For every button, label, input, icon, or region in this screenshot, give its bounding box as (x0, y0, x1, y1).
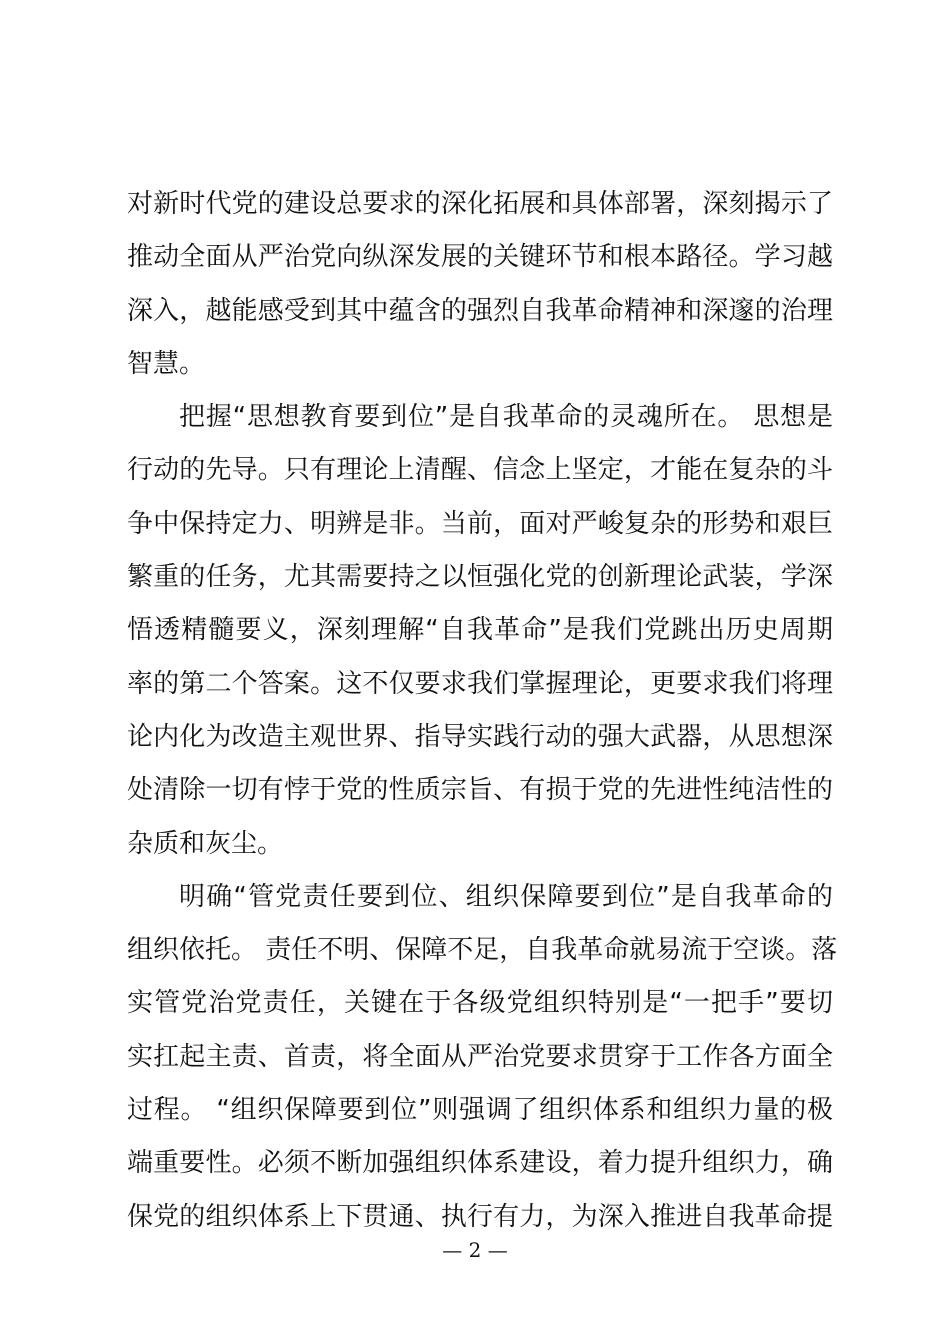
text-line: 实管党治党责任，关键在于各级党组织特别是“一把手”要切 (127, 988, 833, 1019)
text-line: 端重要性。必须不断加强组织体系建设，着力提升组织力，确 (127, 1148, 833, 1179)
text-line: 明确“管党责任要到位、组织保障要到位”是自我革命的 (179, 881, 833, 912)
page-number: — 2 — (442, 1238, 508, 1262)
text-line: 繁重的任务，尤其需要持之以恒强化党的创新理论武装，学深 (127, 562, 833, 593)
paragraph (127, 391, 833, 871)
text-line: 深入，越能感受到其中蕴含的强烈自我革命精神和深邃的治理 (127, 295, 833, 326)
text-line: 实扛起主责、首责，将全面从严治党要求贯穿于工作各方面全 (127, 1041, 833, 1072)
text-line: 把握“思想教育要到位”是自我革命的灵魂所在。 思想是 (179, 402, 833, 433)
text-line: 推动全面从严治党向纵深发展的关键环节和根本路径。学习越 (127, 242, 833, 273)
text-line: 杂质和灰尘。 (127, 828, 284, 859)
text-line: 论内化为改造主观世界、指导实践行动的强大武器，从思想深 (127, 721, 833, 752)
text-line: 过程。 “组织保障要到位”则强调了组织体系和组织力量的极 (127, 1095, 833, 1126)
body-text (127, 178, 838, 1244)
text-line: 保党的组织体系上下贯通、执行有力，为深入推进自我革命提 (127, 1201, 833, 1232)
text-line: 组织依托。 责任不明、保障不足，自我革命就易流于空谈。落 (127, 935, 838, 966)
paragraph (127, 871, 838, 1244)
text-line: 处清除一切有悖于党的性质宗旨、有损于党的先进性纯洁性的 (127, 775, 833, 806)
text-line: 智慧。 (127, 348, 206, 379)
text-line: 率的第二个答案。这不仅要求我们掌握理论，更要求我们将理 (127, 668, 833, 699)
paragraph (127, 178, 833, 391)
text-line: 悟透精髓要义，深刻理解“自我革命”是我们党跳出历史周期 (127, 615, 833, 646)
text-line: 争中保持定力、明辨是非。当前，面对严峻复杂的形势和艰巨 (127, 508, 833, 539)
text-line: 行动的先导。只有理论上清醒、信念上坚定，才能在复杂的斗 (127, 455, 833, 486)
text-line: 对新时代党的建设总要求的深化拓展和具体部署，深刻揭示了 (127, 189, 833, 219)
